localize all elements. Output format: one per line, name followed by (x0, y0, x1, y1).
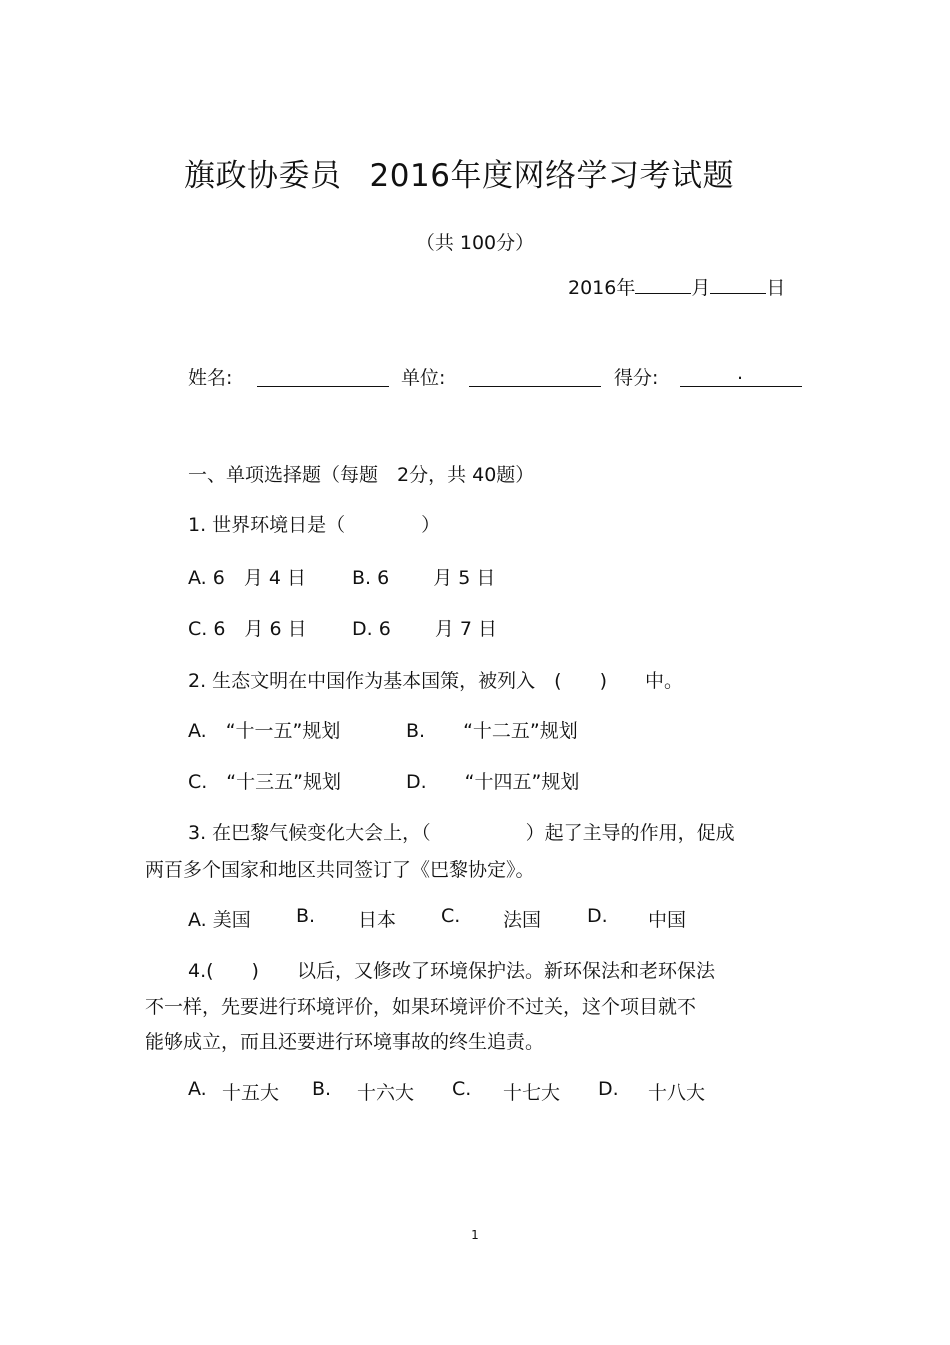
name-label: 姓名: (188, 367, 233, 389)
q1-option-b[interactable]: B. 6 月 5 日 (352, 567, 496, 589)
page-title (0, 150, 918, 195)
q4-option-d-letter[interactable]: D. (598, 1078, 619, 1100)
q4-option-b-letter[interactable]: B. (312, 1078, 332, 1100)
q3-option-a[interactable]: A. 美国 (188, 909, 251, 931)
q2-option-a[interactable]: A. “十一五”规划 (188, 720, 341, 742)
date-line (568, 273, 785, 300)
date-day: 日 (766, 277, 786, 299)
q2-option-c[interactable]: C. “十三五”规划 (188, 771, 341, 793)
q4-option-d-text[interactable]: 十八大 (648, 1082, 706, 1104)
question-1: 1. 世界环境日是（ ） (188, 514, 441, 536)
date-year: 2016年 (568, 277, 636, 299)
q1-option-c[interactable]: C. 6 月 6 日 (188, 618, 307, 640)
date-month: 月 (691, 277, 711, 299)
q4-option-c-letter[interactable]: C. (452, 1078, 472, 1100)
question-2: 2. 生态文明在中国作为基本国策，被列入 ( ) 中。 (188, 670, 683, 692)
question-4-line-2: 不一样，先要进行环境评价，如果环境评价不过关，这个项目就不 (145, 996, 697, 1018)
q3-option-c-text[interactable]: 法国 (503, 909, 542, 931)
title-main: 2016年度网络学习考试题 (369, 158, 734, 194)
day-blank[interactable] (710, 275, 766, 294)
q4-option-c-text[interactable]: 十七大 (503, 1082, 561, 1104)
q3-option-d-letter[interactable]: D. (587, 905, 608, 927)
question-3-line-1: 3. 在巴黎气候变化大会上，（ ）起了主导的作用，促成 (188, 822, 735, 844)
score-label: 得分: (614, 367, 659, 389)
name-field[interactable] (257, 364, 389, 387)
unit-field[interactable] (469, 364, 601, 387)
q1-option-a[interactable]: A. 6 月 4 日 (188, 567, 306, 589)
question-4-line-1: 4.( ) 以后，又修改了环境保护法。新环保法和老环保法 (188, 960, 715, 982)
q4-option-a-text[interactable]: 十五大 (222, 1082, 280, 1104)
q3-option-c-letter[interactable]: C. (441, 905, 461, 927)
unit-label: 单位: (401, 367, 446, 389)
month-blank[interactable] (635, 275, 691, 294)
title-org: 旗政协委员 (184, 158, 342, 194)
q3-option-d-text[interactable]: 中国 (648, 909, 687, 931)
page-number: 1 (471, 1228, 479, 1242)
q2-option-b[interactable]: B. “十二五”规划 (406, 720, 578, 742)
q3-option-b-text[interactable]: 日本 (358, 909, 397, 931)
q4-option-a-letter[interactable]: A. (188, 1078, 207, 1100)
section-heading: 一、单项选择题（每题 2分，共 40题） (188, 464, 535, 486)
question-4-line-3: 能够成立，而且还要进行环境事故的终生追责。 (145, 1031, 545, 1053)
q4-option-b-text[interactable]: 十六大 (357, 1082, 415, 1104)
q1-option-d[interactable]: D. 6 月 7 日 (352, 618, 498, 640)
score-dot: . (737, 362, 744, 384)
q2-option-d[interactable]: D. “十四五”规划 (406, 771, 580, 793)
page-subtitle: （共 100分） (415, 232, 535, 254)
q3-option-b-letter[interactable]: B. (296, 905, 316, 927)
question-3-line-2: 两百多个国家和地区共同签订了《巴黎协定》。 (145, 859, 535, 881)
